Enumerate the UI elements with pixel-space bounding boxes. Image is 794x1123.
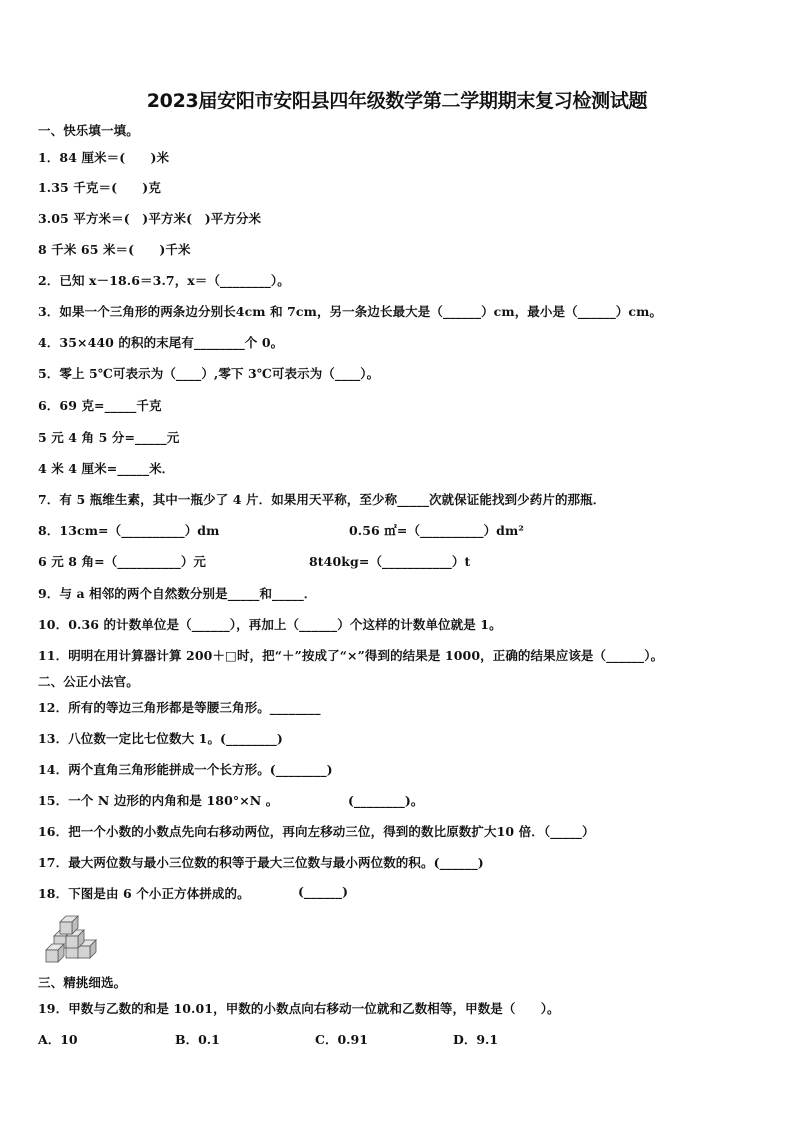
question-18-row xyxy=(38,884,349,902)
question-8a-row xyxy=(38,521,524,539)
choice-c: C．0.91 xyxy=(315,1032,368,1047)
question-8b-left: 6 元 8 角=（__________）元 xyxy=(38,554,207,569)
question-8a-right: 0.56 ㎡=（__________）dm² xyxy=(349,523,524,538)
question-1a: 1．84 厘米＝( )米 xyxy=(38,150,170,165)
question-15-text: 15．一个 N 边形的内角和是 180°×N 。 xyxy=(38,793,279,808)
question-13: 13．八位数一定比七位数大 1。(________) xyxy=(38,731,283,746)
question-18-text: 18．下图是由 6 个小正方体拼成的。 xyxy=(38,886,250,901)
question-9: 9．与 a 相邻的两个自然数分别是_____和_____． xyxy=(38,586,317,601)
question-1b: 1.35 千克＝( )克 xyxy=(38,180,161,195)
question-17: 17．最大两位数与最小三位数的积等于最大三位数与最小两位数的积。(______) xyxy=(38,855,484,870)
question-15-blank: (________)。 xyxy=(348,793,424,808)
section-1-heading: 一、快乐填一填。 xyxy=(38,123,139,138)
question-2: 2．已知 x－18.6＝3.7，x＝（________）。 xyxy=(38,273,290,288)
choice-d: D．9.1 xyxy=(453,1032,499,1047)
question-3: 3．如果一个三角形的两条边分别长4cm 和 7cm，另一条边长最大是（______）cm，最小是（______）cm。 xyxy=(38,304,663,319)
question-18-blank: (______) xyxy=(298,884,349,899)
question-7: 7．有 5 瓶维生素，其中一瓶少了 4 片．如果用天平称，至少称_____次就保证能找到少药片的那瓶． xyxy=(38,492,606,507)
cube-stack-figure xyxy=(44,910,100,966)
question-15-row xyxy=(38,791,424,809)
choice-a: A．10 xyxy=(38,1032,78,1047)
question-19: 19．甲数与乙数的和是 10.01，甲数的小数点向右移动一位就和乙数相等，甲数是（ ）。 xyxy=(38,1001,560,1016)
question-6a: 6．69 克=_____千克 xyxy=(38,398,162,413)
page-title: 2023届安阳市安阳县四年级数学第二学期期末复习检测试题 xyxy=(146,90,648,112)
question-8b-right: 8t40kg=（___________）t xyxy=(309,554,471,569)
question-5: 5．零上 5℃可表示为（____）,零下 3℃可表示为（____）。 xyxy=(38,366,380,381)
question-6c: 4 米 4 厘米=_____米． xyxy=(38,461,175,476)
question-8a-left: 8．13cm=（__________）dm xyxy=(38,523,220,538)
question-1d: 8 千米 65 米＝( )千米 xyxy=(38,242,191,257)
question-12: 12．所有的等边三角形都是等腰三角形。________ xyxy=(38,700,321,715)
question-6b: 5 元 4 角 5 分=_____元 xyxy=(38,430,180,445)
question-14: 14．两个直角三角形能拼成一个长方形。(________) xyxy=(38,762,333,777)
section-3-heading: 三、精挑细选。 xyxy=(38,975,127,990)
choice-b: B．0.1 xyxy=(175,1032,220,1047)
question-4: 4．35×440 的积的末尾有________个 0。 xyxy=(38,335,284,350)
question-10: 10．0.36 的计数单位是（______），再加上（______）个这样的计数单位就是 1。 xyxy=(38,617,502,632)
question-8b-row xyxy=(38,552,471,570)
question-1c: 3.05 平方米＝( )平方米( )平方分米 xyxy=(38,211,262,226)
question-16: 16．把一个小数的小数点先向右移动两位，再向左移动三位，得到的数比原数扩大10 倍．（_____） xyxy=(38,824,595,839)
question-11: 11．明明在用计算器计算 200＋□时，把“＋”按成了“×”得到的结果是 1000，正确的结果应该是（______）。 xyxy=(38,648,664,663)
section-2-heading: 二、公正小法官。 xyxy=(38,674,139,689)
